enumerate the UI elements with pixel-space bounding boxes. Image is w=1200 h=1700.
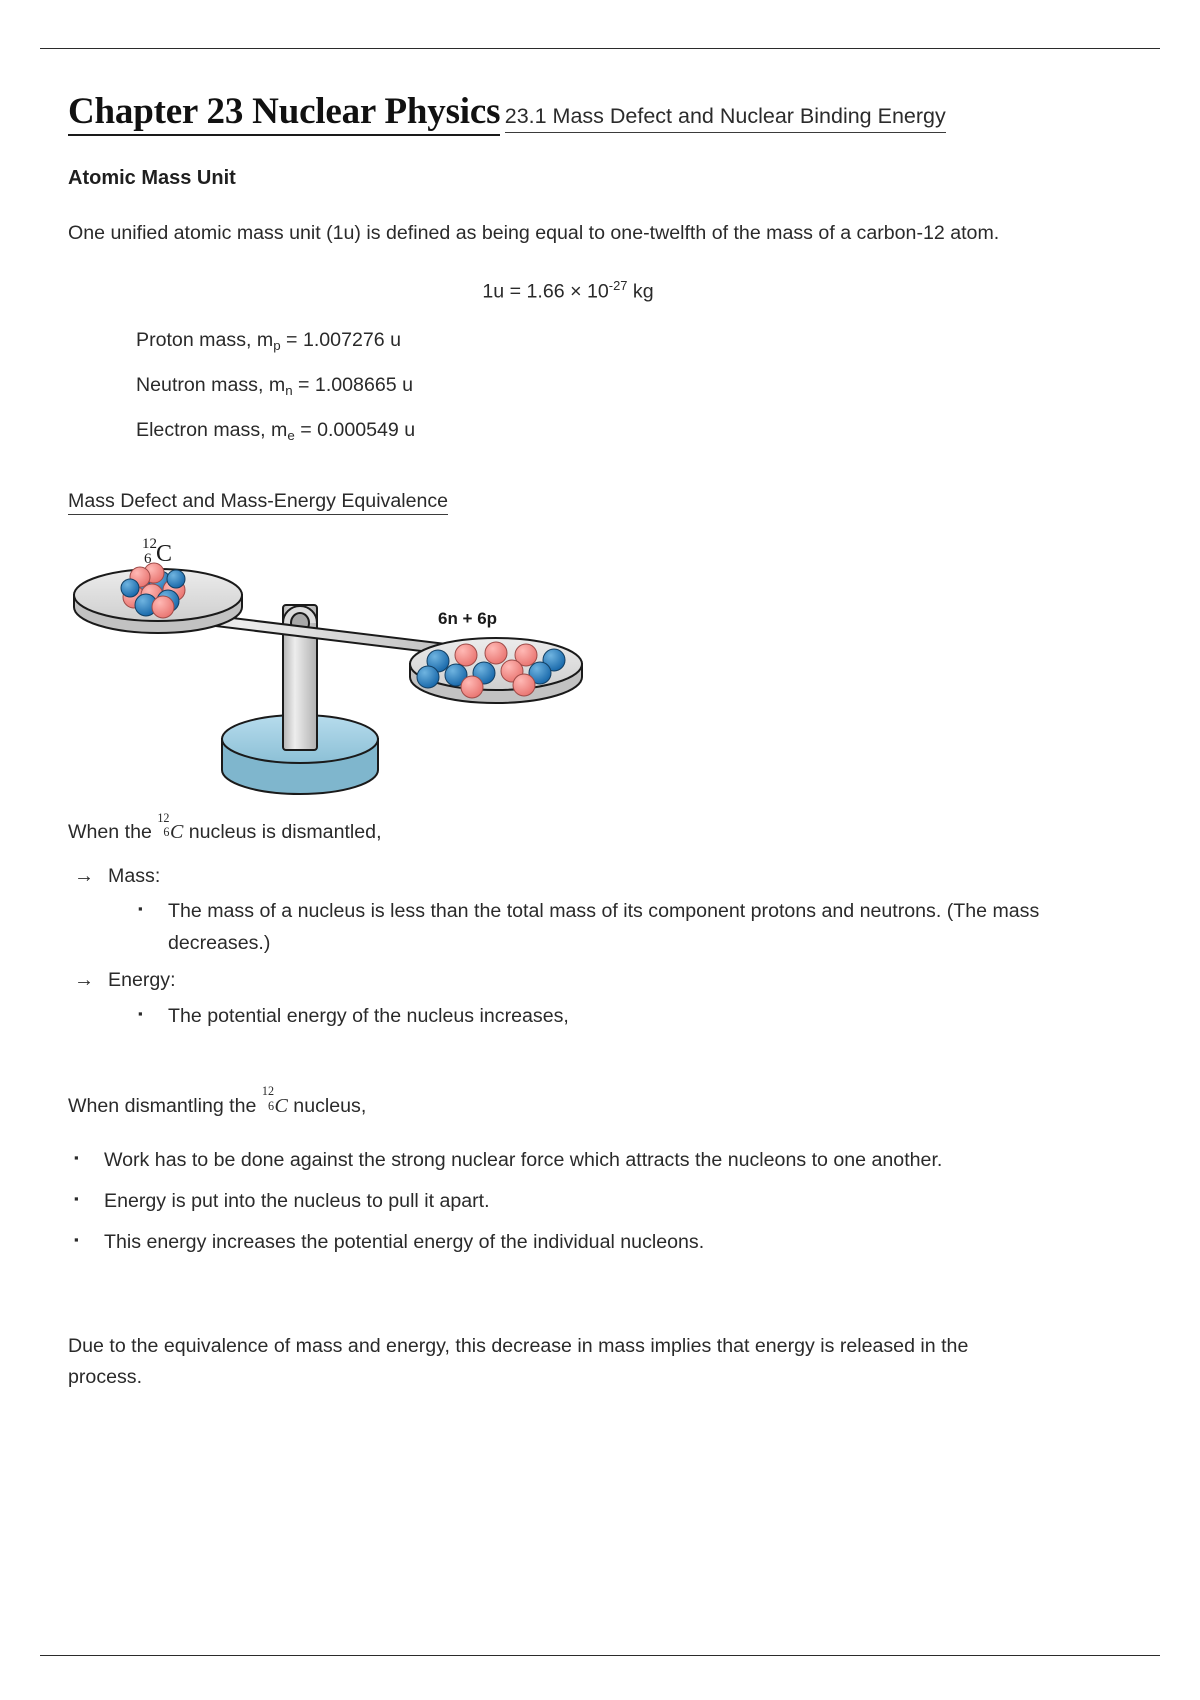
left-pan-label <box>142 536 172 567</box>
carbon-mass-number: 12 <box>142 536 157 553</box>
nuclide-symbol: C <box>274 1094 288 1117</box>
page-top-rule <box>40 48 1160 49</box>
dismantled-intro-before: When the <box>68 821 158 844</box>
carbon-atomic-number: 6 <box>144 551 152 568</box>
electron-mass-line <box>68 419 1068 442</box>
mass-sub-points-list <box>68 896 1068 959</box>
dismantling-bullets-list <box>68 1145 1068 1259</box>
dismantled-intro-paragraph <box>68 810 1028 849</box>
square-bullet-icon: ▪ <box>138 1005 143 1021</box>
electron-mass-label: Electron mass, m <box>136 419 288 442</box>
nuclide-symbol: C <box>169 821 184 844</box>
list-item <box>68 1145 1034 1176</box>
document-content <box>68 66 1068 1394</box>
square-bullet-icon: ▪ <box>74 1190 79 1206</box>
proton-mass-label: Proton mass, m <box>136 329 274 352</box>
nuclide-carbon-12 <box>157 810 184 849</box>
nuclide-numbers <box>261 1083 275 1114</box>
nuclide-atomic-number: 6 <box>163 825 170 840</box>
mass-defect-heading: Mass Defect and Mass-Energy Equivalence <box>68 490 448 515</box>
mass-sub-point <box>68 896 1068 959</box>
dismantled-intro-after: nucleus is dismantled, <box>183 821 382 844</box>
square-bullet-icon: ▪ <box>74 1149 79 1165</box>
amu-equation-exponent: -27 <box>608 277 628 293</box>
carbon-symbol: C <box>156 541 173 568</box>
dismantled-point-mass <box>68 861 1068 892</box>
page-bottom-rule <box>40 1655 1160 1656</box>
nuclide-numbers <box>157 810 170 841</box>
dismantled-point-energy-label: Energy: <box>108 969 176 992</box>
electron-mass-subscript: e <box>287 428 295 444</box>
nuclide-mass-number: 12 <box>261 1083 275 1098</box>
section-heading: 23.1 Mass Defect and Nuclear Binding Energy <box>505 102 946 133</box>
energy-points-list <box>68 965 1068 996</box>
amu-equation-unit: kg <box>632 280 654 303</box>
list-item <box>68 1227 1034 1258</box>
particle-mass-list <box>68 329 1068 442</box>
square-bullet-icon: ▪ <box>74 1232 79 1248</box>
electron-mass-value: = 0.000549 u <box>294 419 416 442</box>
energy-sub-points-list <box>68 1001 1068 1032</box>
dismantling-intro-after: nucleus, <box>287 1094 367 1117</box>
dismantled-point-energy <box>68 965 1068 996</box>
list-item <box>68 1186 1034 1217</box>
arrow-right-icon: → <box>74 865 94 888</box>
nuclide-mass-number: 12 <box>157 810 170 825</box>
spacer <box>68 1038 1068 1090</box>
dismantling-intro-before: When dismantling the <box>68 1094 262 1117</box>
neutron-mass-subscript: n <box>285 383 293 399</box>
dismantling-bullet-text: Energy is put into the nucleus to pull it apart. <box>104 1189 490 1212</box>
nuclide-atomic-number: 6 <box>267 1098 275 1113</box>
balance-scale-figure <box>68 527 1068 812</box>
left-pan <box>74 563 242 633</box>
dismantling-bullet-text: This energy increases the potential energy of the individual nucleons. <box>104 1231 705 1254</box>
arrow-right-icon: → <box>74 969 94 992</box>
atomic-mass-unit-heading: Atomic Mass Unit <box>68 167 236 190</box>
amu-definition-paragraph: One unified atomic mass unit (1u) is defined as being equal to one-twelfth of the mass of a carbon-12 atom. <box>68 222 1000 245</box>
dismantled-point-mass-label: Mass: <box>108 865 161 888</box>
dismantling-intro-paragraph <box>68 1083 1028 1123</box>
neutron-mass-line <box>68 374 1068 397</box>
balance-scale-svg <box>68 527 1068 812</box>
neutron-mass-value: = 1.008665 u <box>292 374 413 397</box>
dismantling-bullet-text: Work has to be done against the strong nuclear force which attracts the nucleons to one another. <box>104 1148 943 1171</box>
dismantled-points-list <box>68 861 1068 892</box>
amu-equation <box>68 278 1068 304</box>
proton-mass-value: = 1.007276 u <box>280 329 402 352</box>
closing-paragraph: Due to the equivalence of mass and energy, this decrease in mass implies that energy is released in the process. <box>68 1334 969 1389</box>
proton-mass-line <box>68 329 1068 352</box>
amu-equation-lead: 1u = 1.66 × 10 <box>482 280 609 303</box>
neutron-mass-label: Neutron mass, m <box>136 374 286 397</box>
energy-sub-point-text: The potential energy of the nucleus increases, <box>168 1004 569 1027</box>
proton-mass-subscript: p <box>273 338 281 354</box>
spacer <box>68 1269 1068 1331</box>
page-title: Chapter 23 Nuclear Physics <box>68 89 500 136</box>
right-pan <box>410 638 582 703</box>
mass-sub-point-text: The mass of a nucleus is less than the total mass of its component protons and neutrons. (The mass decreases.) <box>168 900 1040 954</box>
nuclide-carbon-12 <box>261 1083 288 1123</box>
right-pan-label: 6n + 6p <box>438 609 498 629</box>
energy-sub-point <box>68 1001 1068 1032</box>
square-bullet-icon: ▪ <box>138 901 143 917</box>
